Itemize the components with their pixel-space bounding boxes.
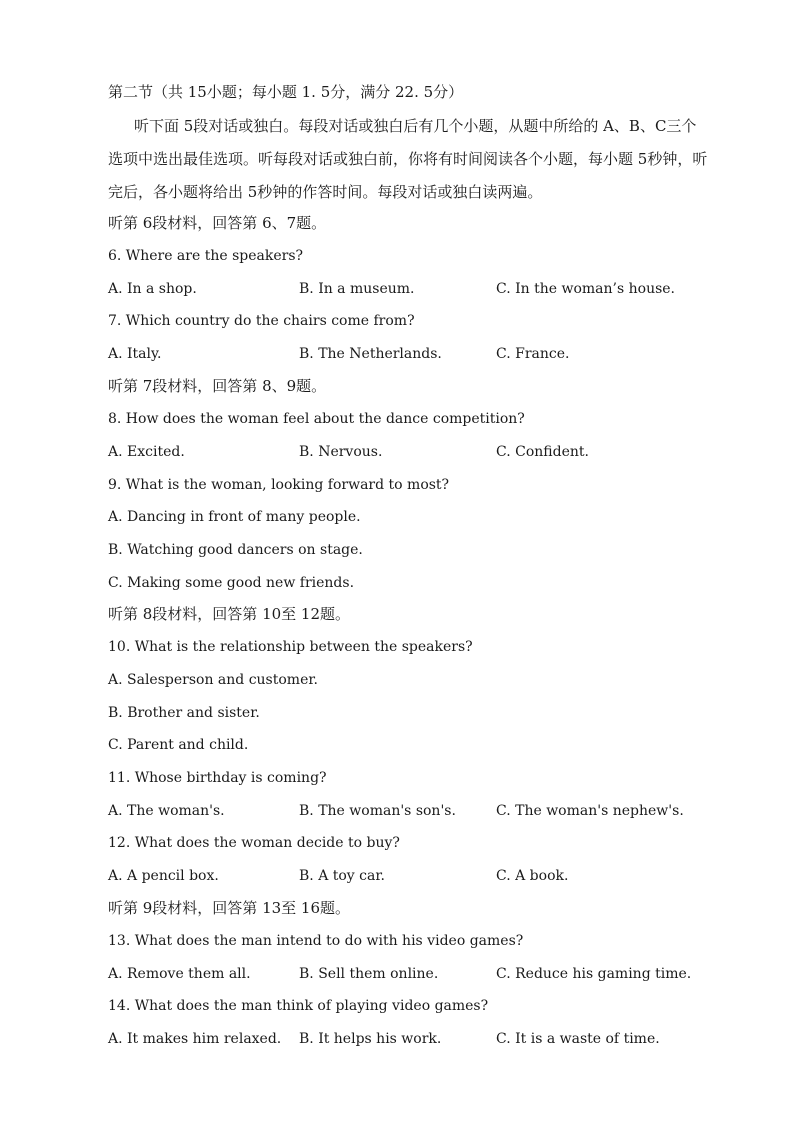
- option-c: C. In the woman’s house.: [496, 281, 676, 297]
- option-a: A. The woman's.: [108, 803, 225, 819]
- option-c: C. It is a waste of time.: [496, 1031, 660, 1047]
- option-c: C. Confident.: [496, 444, 589, 460]
- question-stem: 14. What does the man think of playing video games?: [108, 998, 489, 1014]
- instructions-line-3: 完后，各小题将给出 5秒钟的作答时间。每段对话或独白读两遍。: [108, 183, 543, 201]
- option-a: A. Salesperson and customer.: [108, 672, 318, 688]
- option-c: C. Reduce his gaming time.: [496, 966, 692, 982]
- group-header: 听第 9段材料，回答第 13至 16题。: [108, 899, 351, 917]
- option-a: A. Remove them all.: [108, 966, 251, 982]
- option-b: B. Brother and sister.: [108, 705, 260, 721]
- section-title: 第二节（共 15小题；每小题 1. 5分，满分 22. 5分）: [108, 83, 464, 101]
- question-stem: 6. Where are the speakers?: [108, 248, 304, 264]
- group-header: 听第 7段材料，回答第 8、9题。: [108, 377, 327, 395]
- option-a: A. In a shop.: [108, 281, 197, 297]
- option-a: A. Excited.: [108, 444, 185, 460]
- question-stem: 9. What is the woman, looking forward to most?: [108, 477, 450, 493]
- option-c: C. Parent and child.: [108, 737, 249, 753]
- option-c: C. Making some good new friends.: [108, 575, 355, 591]
- question-stem: 11. Whose birthday is coming?: [108, 770, 327, 786]
- group-header: 听第 6段材料，回答第 6、7题。: [108, 214, 327, 232]
- question-stem: 10. What is the relationship between the speakers?: [108, 639, 473, 655]
- option-b: B. In a museum.: [299, 281, 415, 297]
- option-b: B. The woman's son's.: [299, 803, 456, 819]
- option-b: B. A toy car.: [299, 868, 385, 884]
- option-c: C. A book.: [496, 868, 569, 884]
- option-c: C. The woman's nephew's.: [496, 803, 684, 819]
- question-stem: 8. How does the woman feel about the dance competition?: [108, 411, 525, 427]
- question-stem: 13. What does the man intend to do with his video games?: [108, 933, 524, 949]
- option-c: C. France.: [496, 346, 570, 362]
- question-stem: 12. What does the woman decide to buy?: [108, 835, 400, 851]
- option-a: A. Italy.: [108, 346, 162, 362]
- option-a: A. Dancing in front of many people.: [108, 509, 361, 525]
- option-b: B. The Netherlands.: [299, 346, 442, 362]
- instructions-line-1: 听下面 5段对话或独白。每段对话或独白后有几个小题，从题中所给的 A、B、C三个: [134, 117, 697, 135]
- group-header: 听第 8段材料，回答第 10至 12题。: [108, 605, 351, 623]
- option-b: B. Nervous.: [299, 444, 383, 460]
- option-a: A. It makes him relaxed.: [108, 1031, 282, 1047]
- option-b: B. Watching good dancers on stage.: [108, 542, 363, 558]
- option-b: B. It helps his work.: [299, 1031, 442, 1047]
- question-stem: 7. Which country do the chairs come from?: [108, 313, 415, 329]
- option-a: A. A pencil box.: [108, 868, 219, 884]
- instructions-line-2: 选项中选出最佳选项。听每段对话或独白前，你将有时间阅读各个小题，每小题 5秒钟，听: [108, 150, 708, 168]
- option-b: B. Sell them online.: [299, 966, 439, 982]
